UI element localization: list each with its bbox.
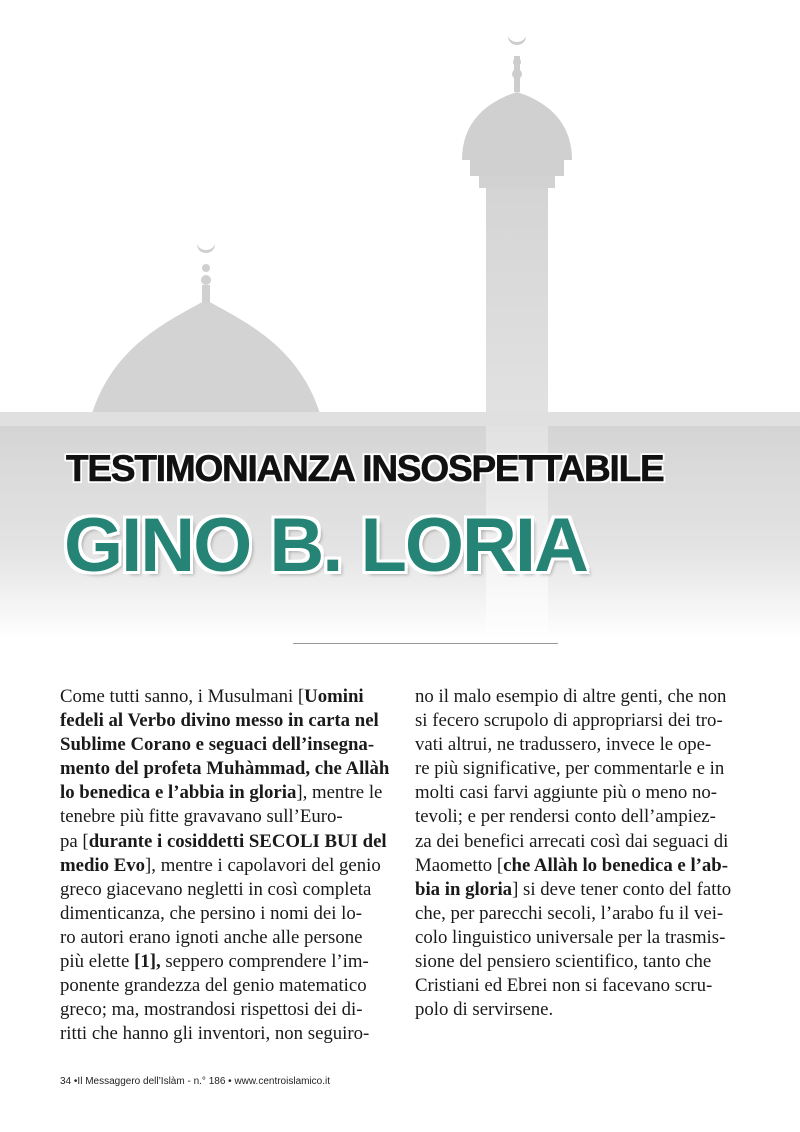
magazine-name: Il Messaggero dell’Islàm (77, 1076, 185, 1087)
text-line: pa [durante i cosiddetti SECOLI BUI del (60, 830, 387, 852)
text-line: Maometto [che Allàh lo benedica e l’ab- (415, 854, 729, 876)
text-line: ritti che hanno gli inventori, non seguiro- (60, 1023, 370, 1045)
article-column-left (60, 685, 389, 1046)
page-footer (60, 1076, 330, 1087)
section-kicker: TESTIMONIANZA INSOSPETTABILE (66, 448, 664, 489)
text-line: Cristiani ed Ebrei non si facevano scru- (415, 975, 713, 997)
text-line: bia in gloria] si deve tener conto del fatto (415, 878, 732, 900)
title-divider (293, 643, 558, 644)
text-line: colo linguistico universale per la trasmis- (415, 926, 726, 948)
text-line: vati altrui, ne tradussero, invece le ope- (415, 734, 712, 756)
text-line: greco giacevano negletti in così completa (60, 878, 372, 900)
text-line: mento del profeta Muhàmmad, che Allàh (60, 758, 390, 780)
issue-number: - n.° 186 • (184, 1076, 232, 1087)
footnote-ref: [1], (134, 951, 161, 973)
text-line: medio Evo], mentre i capolavori del genio (60, 854, 381, 876)
article-title: GINO B. LORIA (64, 503, 587, 588)
text-line: greco; ma, mostrandosi rispettosi dei di- (60, 999, 363, 1021)
text-line: molti casi farvi aggiunte più o meno no- (415, 782, 717, 804)
page-number: 34 (60, 1076, 72, 1087)
text-line: za dei benefici arrecati così dai seguaci di (415, 830, 729, 852)
text-line: no il malo esempio di altre genti, che non (415, 686, 727, 707)
text-line: fedeli al Verbo divino messo in carta nel (60, 710, 379, 732)
text-line: si fecero scrupolo di appropriarsi dei tro- (415, 710, 723, 732)
text-line: dimenticanza, che persino i nomi dei lo- (60, 902, 362, 924)
text-line: più elette [1], seppero comprendere l’im- (60, 951, 369, 973)
text-line: sione del pensiero scientifico, tanto che (415, 951, 712, 973)
website-url: www.centroislamico.it (234, 1076, 331, 1087)
footer-separator: • (73, 1076, 78, 1087)
text-line: lo benedica e l’abbia in gloria], mentre le (60, 782, 383, 804)
text-line: tevoli; e per rendersi conto dell’ampiez- (415, 806, 716, 828)
article-column-right (415, 685, 731, 1022)
text-line: ponente grandezza del genio matematico (60, 975, 367, 997)
text-line: Sublime Corano e seguaci dell’insegna- (60, 734, 375, 756)
crescent-finial-icon (508, 36, 526, 92)
text-line: polo di servirsene. (415, 999, 554, 1021)
text-line: che, per parecchi secoli, l’arabo fu il vei- (415, 902, 724, 924)
text-line: re più significative, per commentarle e in (415, 758, 725, 780)
text-line: tenebre più fitte gravavano sull’Euro- (60, 806, 343, 828)
text-line: ro autori erano ignoti anche alle persone (60, 926, 363, 948)
text-line: Come tutti sanno, i Musulmani [Uomini (60, 686, 364, 707)
